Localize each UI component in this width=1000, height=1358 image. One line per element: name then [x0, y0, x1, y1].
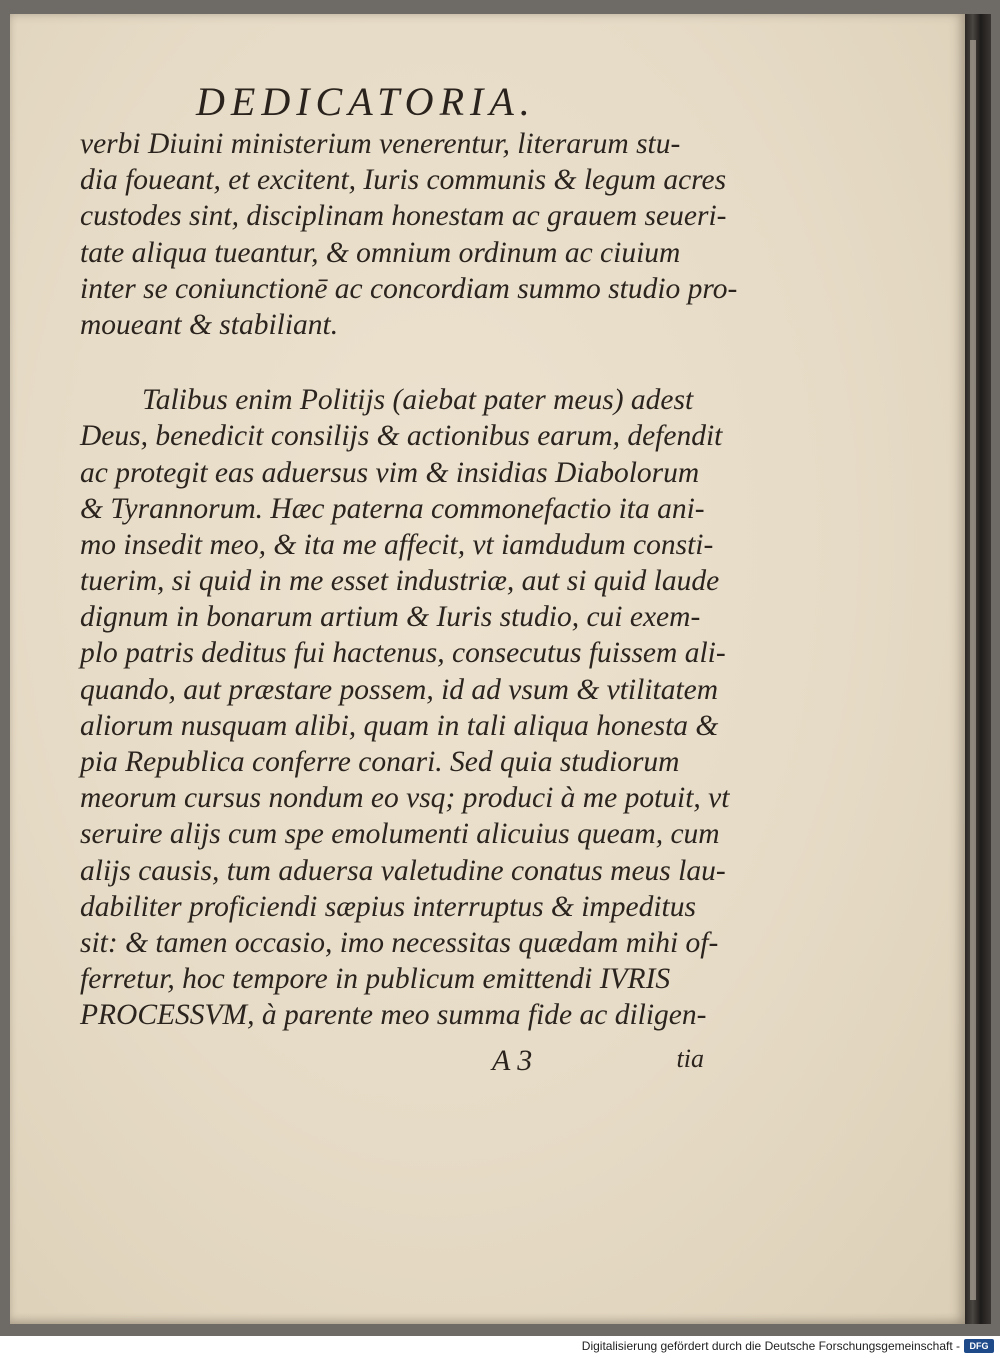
text-line: plo patris deditus fui hactenus, consecutus fuissem ali-: [80, 637, 726, 670]
signature-line: [492, 1044, 712, 1084]
book-fore-edge: [965, 14, 991, 1324]
signature-mark: A 3: [492, 1044, 533, 1077]
text-line: & Tyrannorum. Hæc paterna commonefactio ita ani-: [80, 492, 705, 525]
paragraph-1: [80, 126, 738, 343]
footer-bar: [0, 1336, 1000, 1358]
dfg-logo: DFG: [964, 1339, 994, 1353]
text-line: mo insedit meo, & ita me affecit, vt iamdudum consti-: [80, 528, 714, 561]
text-line: tuerim, si quid in me esset industriæ, aut si quid laude: [80, 565, 720, 598]
text-line: inter se coniunctionē ac concordiam summo studio pro-: [80, 272, 738, 305]
text-line: aliorum nusquam alibi, quam in tali aliqua honesta &: [80, 709, 719, 742]
text-line: Talibus enim Politijs (aiebat pater meus) adest: [142, 384, 694, 417]
text-line: moueant & stabiliant.: [80, 308, 339, 341]
page-edge-highlight: [970, 40, 976, 1300]
text-line: custodes sint, disciplinam honestam ac grauem seueri-: [80, 200, 727, 233]
text-line: alijs causis, tum aduersa valetudine conatus meus lau-: [80, 854, 726, 887]
body-text: [80, 126, 738, 1034]
text-line: dabiliter proficiendi sæpius interruptus & impeditus: [80, 890, 696, 923]
text-line: meorum cursus nondum eo vsq; produci à me potuit, vt: [80, 782, 730, 815]
text-line: PROCESSVM, à parente meo summa fide ac diligen-: [80, 999, 707, 1032]
text-line: dia foueant, et excitent, Iuris communis & legum acres: [80, 164, 727, 197]
text-line: quando, aut præstare possem, id ad vsum & vtilitatem: [80, 673, 719, 706]
catchword: tia: [676, 1044, 704, 1073]
text-line: sit: & tamen occasio, imo necessitas quædam mihi of-: [80, 926, 719, 959]
text-line: Deus, benedicit consilijs & actionibus earum, defendit: [80, 420, 723, 453]
funding-credit: Digitalisierung gefördert durch die Deutsche Forschungsgemeinschaft -: [581, 1339, 960, 1353]
text-line: tate aliqua tueantur, & omnium ordinum ac ciuium: [80, 236, 681, 269]
paragraph-2: [80, 382, 730, 1033]
text-line: ac protegit eas aduersus vim & insidias Diabolorum: [80, 456, 700, 489]
text-line: seruire alijs cum spe emolumenti alicuius queam, cum: [80, 818, 720, 851]
text-line: dignum in bonarum artium & Iuris studio, cui exem-: [80, 601, 701, 634]
paragraph-gap: [80, 343, 710, 382]
running-head: DEDICATORIA.: [196, 79, 536, 124]
text-line: pia Republica conferre conari. Sed quia studiorum: [80, 746, 680, 778]
text-line: ferretur, hoc tempore in publicum emittendi IVRIS: [80, 963, 671, 996]
text-line: verbi Diuini ministerium venerentur, literarum stu-: [80, 128, 681, 160]
